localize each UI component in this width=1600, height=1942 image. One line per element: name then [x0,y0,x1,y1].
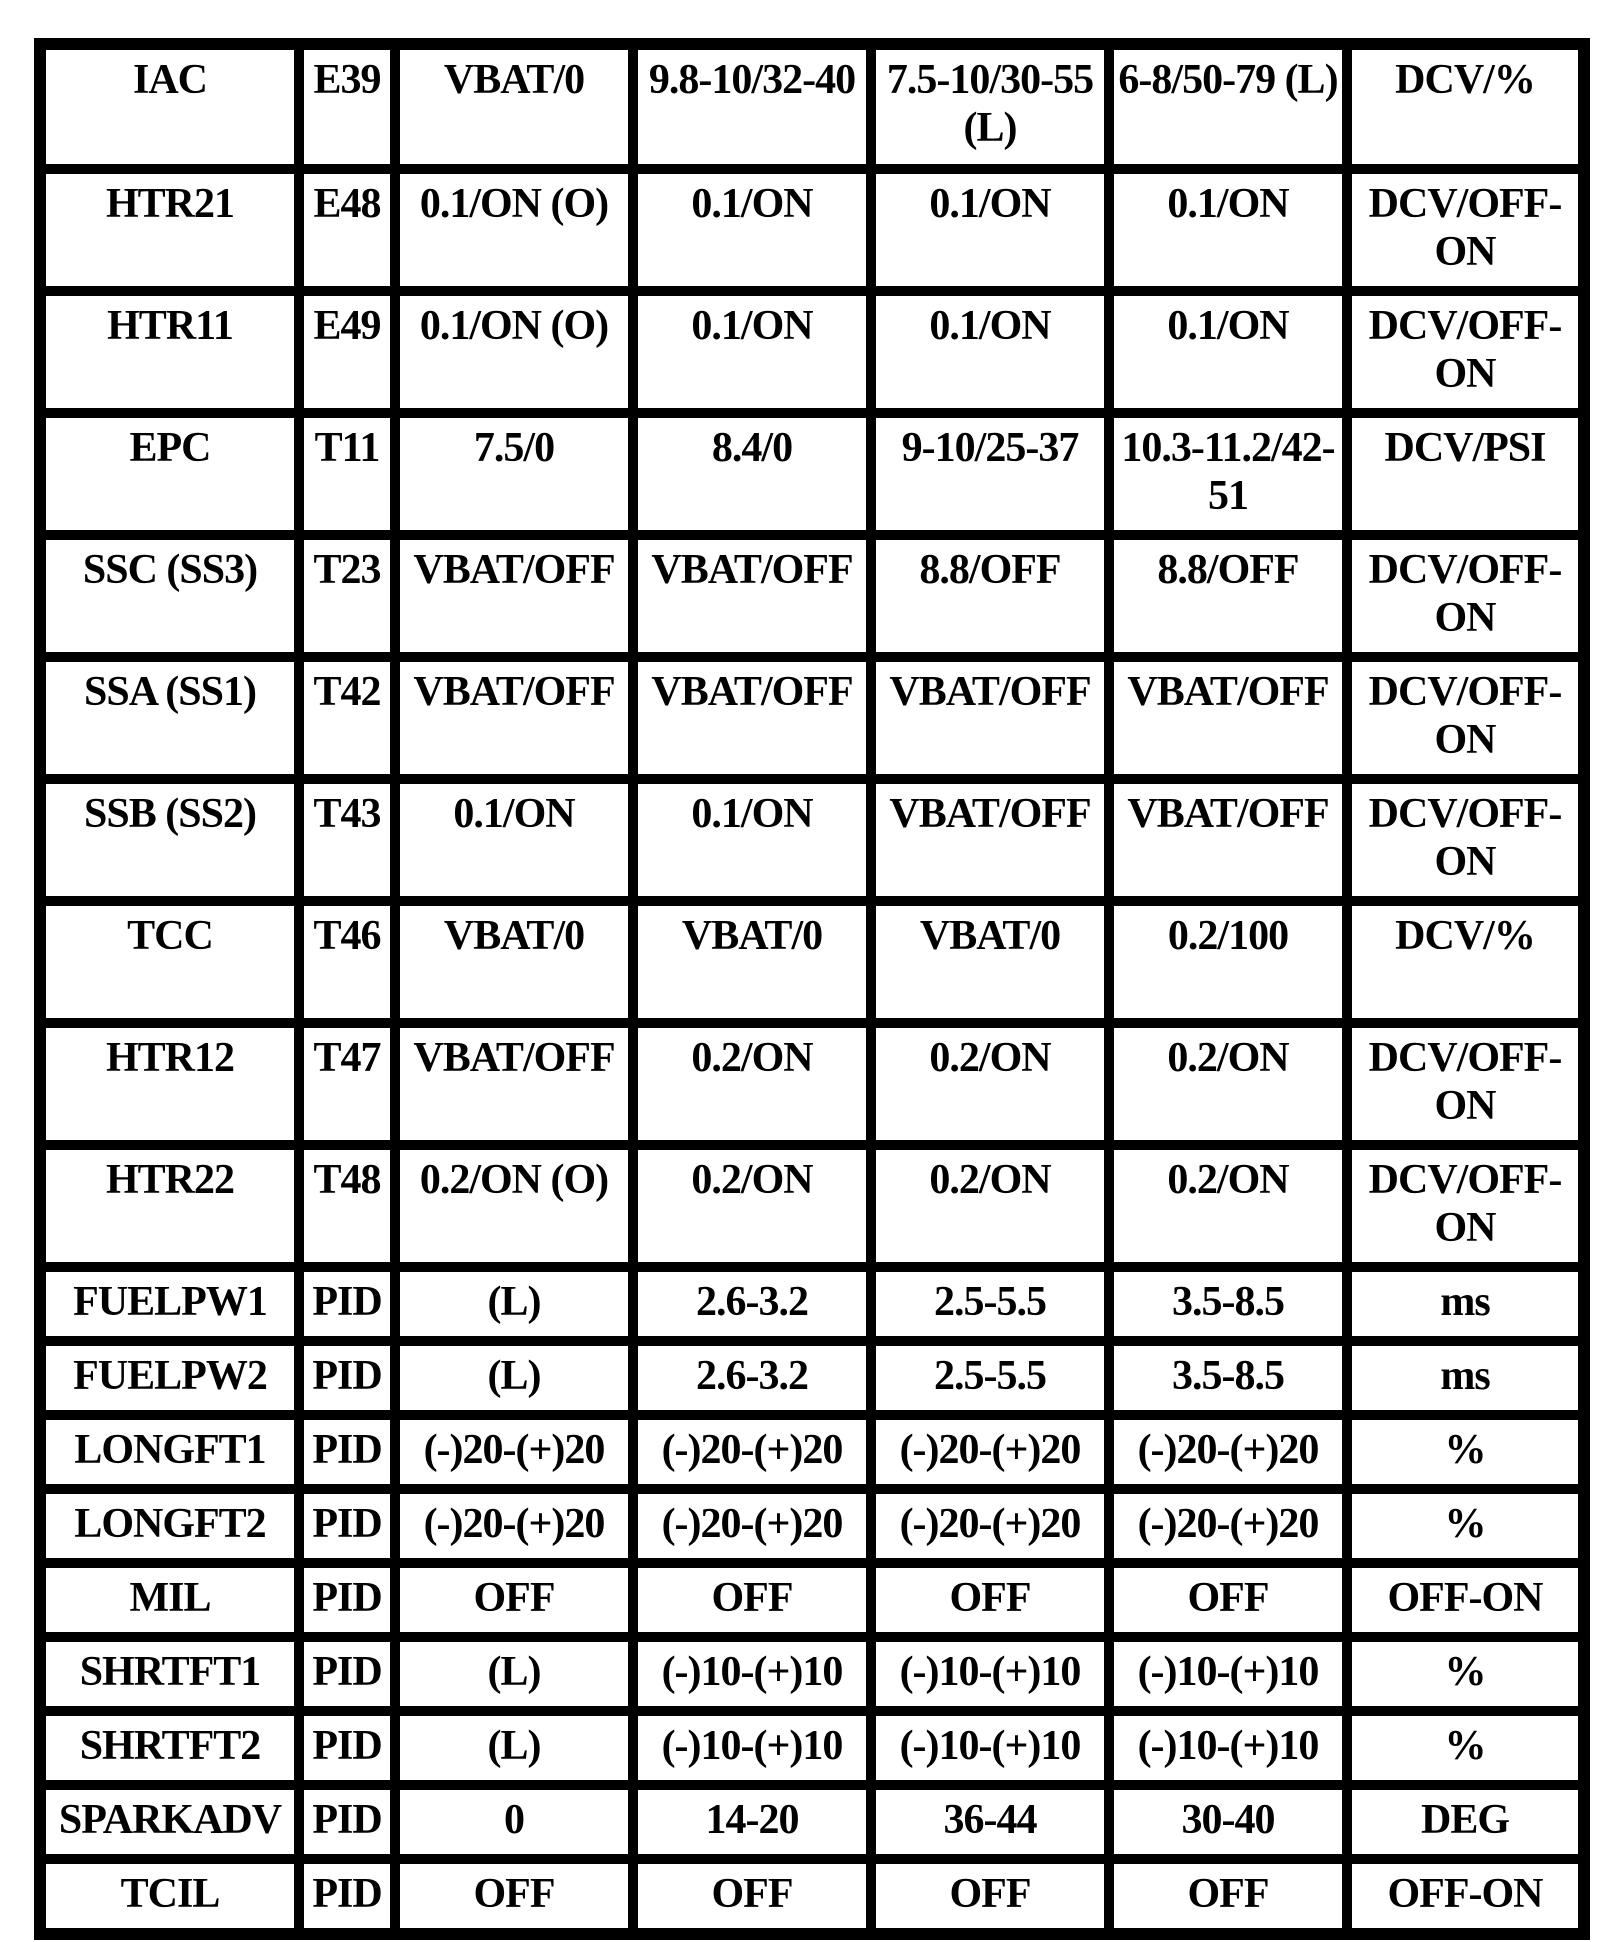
table-cell: DCV/% [1346,900,1582,1022]
table-cell: (-)20-(+)20 [1108,1488,1346,1562]
table-row [42,412,1582,534]
table-cell: 0.2/ON [632,1144,870,1266]
table-cell: VBAT/OFF [394,534,632,656]
table-row [42,1636,1582,1710]
table-cell: % [1346,1488,1582,1562]
table-cell: TCIL [42,1858,298,1932]
table-cell: 2.6-3.2 [632,1266,870,1340]
table-cell: PID [298,1340,394,1414]
table-cell: T23 [298,534,394,656]
table-cell: TCC [42,900,298,1022]
table-cell: 0.1/ON [632,168,870,290]
table-row [42,656,1582,778]
table-row [42,1488,1582,1562]
table-cell: HTR21 [42,168,298,290]
table-cell: (-)20-(+)20 [394,1488,632,1562]
table-cell: OFF-ON [1346,1858,1582,1932]
table-cell: (L) [394,1266,632,1340]
table-cell: OFF [632,1562,870,1636]
table-cell: DCV/OFF-ON [1346,168,1582,290]
table-cell: T11 [298,412,394,534]
table-row [42,1144,1582,1266]
table-cell: (-)20-(+)20 [870,1414,1108,1488]
table-cell: ms [1346,1340,1582,1414]
table-cell: VBAT/OFF [1108,778,1346,900]
table-cell: DCV/OFF-ON [1346,656,1582,778]
table-cell: PID [298,1858,394,1932]
table-cell: 9-10/25-37 [870,412,1108,534]
table-cell: PID [298,1488,394,1562]
table-cell: FUELPW2 [42,1340,298,1414]
table-cell: DCV/OFF-ON [1346,534,1582,656]
table-cell: (-)10-(+)10 [870,1636,1108,1710]
table-cell: OFF [632,1858,870,1932]
table-cell: SHRTFT2 [42,1710,298,1784]
table-cell: VBAT/OFF [632,534,870,656]
table-cell: 8.4/0 [632,412,870,534]
table-cell: OFF [870,1562,1108,1636]
table-cell: % [1346,1636,1582,1710]
table-cell: PID [298,1266,394,1340]
table-cell: 9.8-10/32-40 [632,46,870,168]
table-cell: 0.2/ON [632,1022,870,1144]
table-row [42,1858,1582,1932]
table-cell: OFF [870,1858,1108,1932]
table-cell: % [1346,1414,1582,1488]
table-cell: SSB (SS2) [42,778,298,900]
table-cell: 2.6-3.2 [632,1340,870,1414]
table-cell: 3.5-8.5 [1108,1266,1346,1340]
table-cell: 6-8/50-79 (L) [1108,46,1346,168]
table-cell: VBAT/OFF [394,656,632,778]
table-cell: PID [298,1414,394,1488]
table-cell: T46 [298,900,394,1022]
table-cell: HTR12 [42,1022,298,1144]
table-cell: (-)10-(+)10 [1108,1710,1346,1784]
table-cell: 0.1/ON [632,290,870,412]
table-cell: OFF-ON [1346,1562,1582,1636]
table-cell: SSC (SS3) [42,534,298,656]
table-cell: OFF [1108,1562,1346,1636]
table-row [42,900,1582,1022]
table-row [42,168,1582,290]
table-row [42,1340,1582,1414]
table-cell: T48 [298,1144,394,1266]
table-row [42,1266,1582,1340]
table-cell: VBAT/OFF [870,656,1108,778]
table-cell: PID [298,1636,394,1710]
table-cell: VBAT/OFF [1108,656,1346,778]
table-cell: DEG [1346,1784,1582,1858]
table-cell: DCV/OFF-ON [1346,778,1582,900]
table-cell: (-)20-(+)20 [870,1488,1108,1562]
table-cell: (-)10-(+)10 [870,1710,1108,1784]
table-cell: PID [298,1784,394,1858]
table-cell: DCV/OFF-ON [1346,1022,1582,1144]
table-cell: 0 [394,1784,632,1858]
table-cell: (-)20-(+)20 [394,1414,632,1488]
table-cell: T47 [298,1022,394,1144]
table-cell: (L) [394,1710,632,1784]
table-cell: 0.1/ON [632,778,870,900]
table-cell: OFF [1108,1858,1346,1932]
table-row [42,1784,1582,1858]
table-cell: (-)20-(+)20 [632,1414,870,1488]
table-cell: 8.8/OFF [870,534,1108,656]
table-cell: 36-44 [870,1784,1108,1858]
spec-table-body [42,46,1582,1932]
table-cell: 30-40 [1108,1784,1346,1858]
table-cell: OFF [394,1562,632,1636]
table-cell: 2.5-5.5 [870,1266,1108,1340]
spec-table [34,38,1590,1940]
table-cell: HTR22 [42,1144,298,1266]
table-cell: VBAT/0 [394,900,632,1022]
table-cell: 0.1/ON (O) [394,290,632,412]
table-cell: E49 [298,290,394,412]
table-cell: MIL [42,1562,298,1636]
table-cell: 10.3-11.2/42-51 [1108,412,1346,534]
table-cell: VBAT/0 [394,46,632,168]
table-cell: VBAT/OFF [394,1022,632,1144]
table-cell: (L) [394,1340,632,1414]
table-cell: 0.2/ON (O) [394,1144,632,1266]
table-cell: 0.1/ON [870,290,1108,412]
table-cell: 14-20 [632,1784,870,1858]
table-cell: HTR11 [42,290,298,412]
table-row [42,46,1582,168]
table-cell: 0.2/ON [870,1022,1108,1144]
table-cell: 0.2/ON [1108,1144,1346,1266]
table-cell: LONGFT2 [42,1488,298,1562]
table-cell: E48 [298,168,394,290]
table-cell: (-)10-(+)10 [632,1636,870,1710]
table-cell: VBAT/0 [870,900,1108,1022]
table-cell: 7.5-10/30-55 (L) [870,46,1108,168]
table-cell: 0.2/ON [1108,1022,1346,1144]
table-row [42,534,1582,656]
table-cell: IAC [42,46,298,168]
table-cell: T42 [298,656,394,778]
table-cell: (-)10-(+)10 [1108,1636,1346,1710]
table-cell: PID [298,1710,394,1784]
table-cell: 0.1/ON [870,168,1108,290]
table-cell: (L) [394,1636,632,1710]
table-cell: PID [298,1562,394,1636]
table-cell: VBAT/OFF [632,656,870,778]
table-cell: LONGFT1 [42,1414,298,1488]
table-cell: SHRTFT1 [42,1636,298,1710]
table-cell: FUELPW1 [42,1266,298,1340]
table-cell: 7.5/0 [394,412,632,534]
table-cell: VBAT/OFF [870,778,1108,900]
table-cell: 0.1/ON [1108,290,1346,412]
table-row [42,1022,1582,1144]
table-row [42,778,1582,900]
table-cell: ms [1346,1266,1582,1340]
table-cell: 2.5-5.5 [870,1340,1108,1414]
table-cell: EPC [42,412,298,534]
table-row [42,1710,1582,1784]
table-cell: 3.5-8.5 [1108,1340,1346,1414]
table-cell: OFF [394,1858,632,1932]
table-cell: SSA (SS1) [42,656,298,778]
table-cell: SPARKADV [42,1784,298,1858]
table-cell: (-)20-(+)20 [1108,1414,1346,1488]
table-cell: 0.2/100 [1108,900,1346,1022]
table-cell: % [1346,1710,1582,1784]
table-cell: 0.2/ON [870,1144,1108,1266]
table-cell: 0.1/ON [394,778,632,900]
table-cell: T43 [298,778,394,900]
table-row [42,290,1582,412]
table-cell: (-)10-(+)10 [632,1710,870,1784]
table-cell: E39 [298,46,394,168]
table-cell: 0.1/ON [1108,168,1346,290]
table-cell: DCV/% [1346,46,1582,168]
table-cell: DCV/PSI [1346,412,1582,534]
table-row [42,1562,1582,1636]
table-cell: 8.8/OFF [1108,534,1346,656]
table-cell: DCV/OFF-ON [1346,1144,1582,1266]
table-cell: (-)20-(+)20 [632,1488,870,1562]
table-cell: 0.1/ON (O) [394,168,632,290]
table-row [42,1414,1582,1488]
table-cell: VBAT/0 [632,900,870,1022]
table-cell: DCV/OFF-ON [1346,290,1582,412]
